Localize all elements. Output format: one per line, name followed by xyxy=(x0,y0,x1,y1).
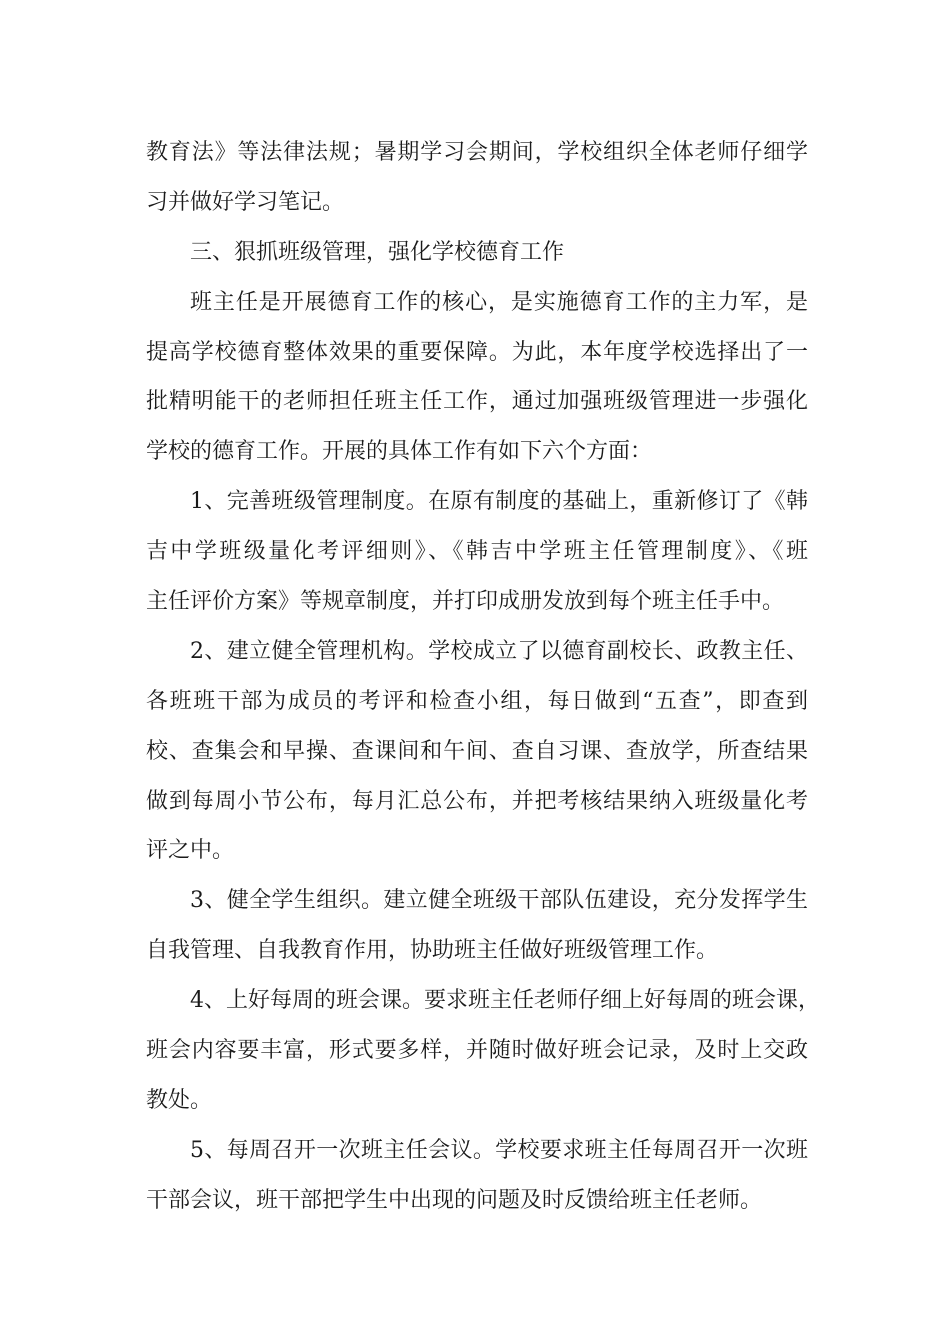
text-line: 各班班干部为成员的考评和检查小组，每日做到“五查”，即查到 xyxy=(146,688,808,714)
text-line: 评之中。 xyxy=(146,838,235,864)
text-line: 3、健全学生组织。建立健全班级干部队伍建设，充分发挥学生 xyxy=(190,888,808,914)
text-line: 提高学校德育整体效果的重要保障。为此，本年度学校选择出了一 xyxy=(146,339,808,365)
text-line: 习并做好学习笔记。 xyxy=(146,189,345,215)
text-line: 教育法》等法律法规；暑期学习会期间，学校组织全体老师仔细学 xyxy=(146,140,808,165)
text-line: 班会内容要丰富，形式要多样，并随时做好班会记录，及时上交政 xyxy=(146,1038,808,1064)
text-line: 教处。 xyxy=(146,1087,213,1113)
text-line: 三、狠抓班级管理，强化学校德育工作 xyxy=(190,239,565,265)
text-line: 校、查集会和早操、查课间和午间、查自习课、查放学，所查结果 xyxy=(146,738,808,764)
text-line: 做到每周小节公布，每月汇总公布，并把考核结果纳入班级量化考 xyxy=(146,788,808,814)
document-body xyxy=(146,128,820,1226)
text-line: 自我管理、自我教育作用，协助班主任做好班级管理工作。 xyxy=(146,938,719,964)
text-line: 干部会议，班干部把学生中出现的问题及时反馈给班主任老师。 xyxy=(146,1187,763,1213)
text-line: 主任评价方案》等规章制度，并打印成册发放到每个班主任手中。 xyxy=(146,589,785,615)
text-line: 4、上好每周的班会课。要求班主任老师仔细上好每周的班会课， xyxy=(190,988,820,1014)
text-line: 批精明能干的老师担任班主任工作，通过加强班级管理进一步强化 xyxy=(146,389,808,415)
text-line: 2、建立健全管理机构。学校成立了以德育副校长、政教主任、 xyxy=(190,638,808,664)
text-line: 班主任是开展德育工作的核心，是实施德育工作的主力军，是 xyxy=(190,289,808,315)
text-line: 学校的德育工作。开展的具体工作有如下六个方面： xyxy=(146,439,653,465)
text-line: 5、每周召开一次班主任会议。学校要求班主任每周召开一次班 xyxy=(190,1137,808,1163)
text-line: 1、完善班级管理制度。在原有制度的基础上，重新修订了《韩 xyxy=(190,489,808,515)
text-line: 吉中学班级量化考评细则》、《韩吉中学班主任管理制度》、《班 xyxy=(146,539,808,565)
